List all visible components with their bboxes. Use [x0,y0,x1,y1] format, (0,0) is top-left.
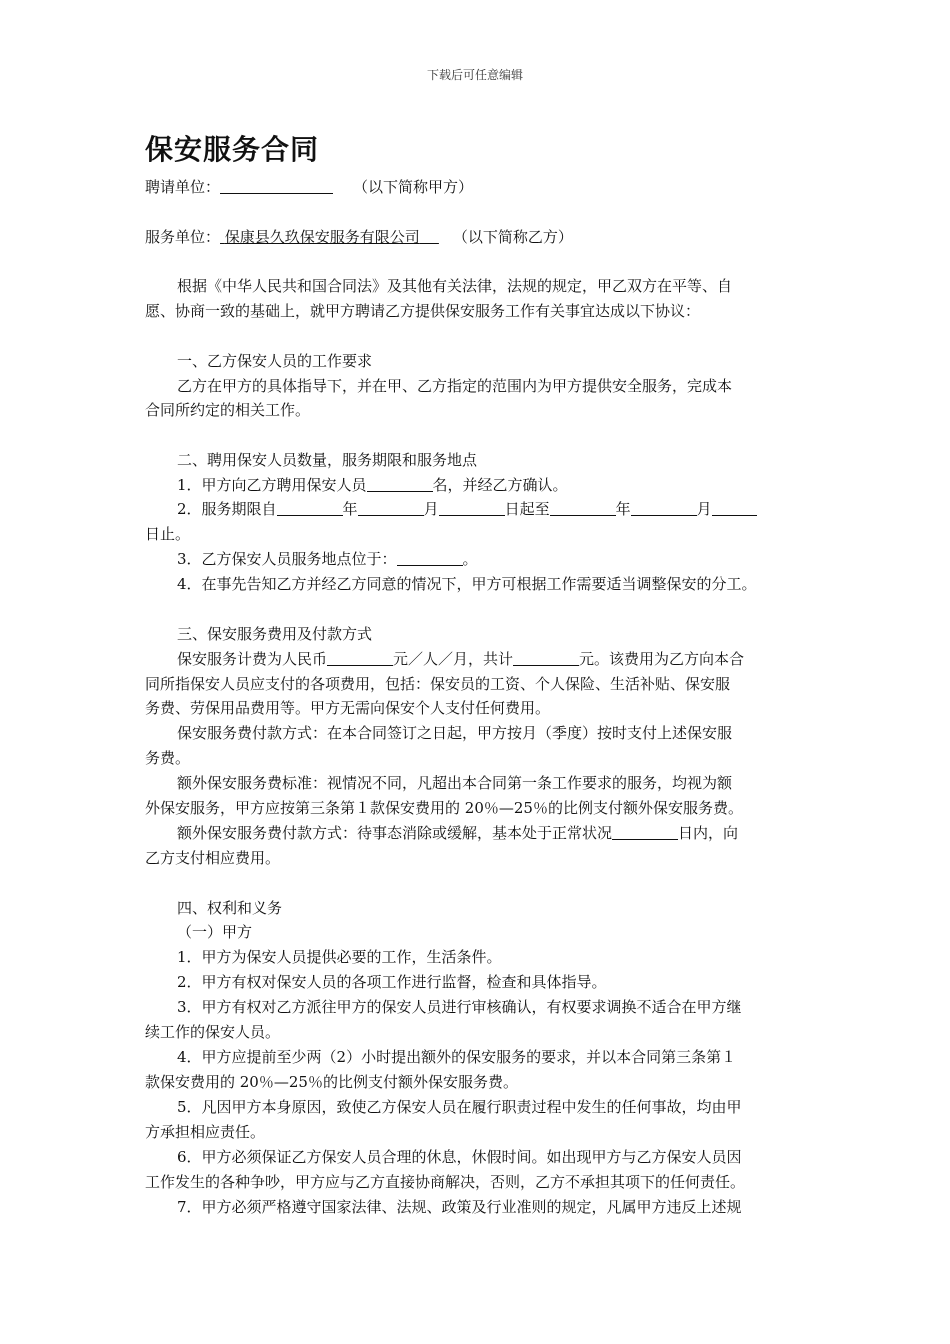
staff-count-blank[interactable] [367,475,433,492]
section-3-p4-line-1: 额外保安服务费付款方式：待事态消除或缓解，基本处于正常状况 日内，向 [177,824,739,842]
start-month-blank[interactable] [358,499,424,516]
employer-label: 聘请单位： [145,178,221,196]
service-note: （以下简称乙方） [452,228,573,246]
intro-line-1: 根据《中华人民共和国合同法》及其他有关法律，法规的规定，甲乙双方在平等、自 [177,277,733,295]
section-4-item-6-line-1: 6．甲方必须保证乙方保安人员合理的休息，休假时间。如出现甲方与乙方保安人员因 [177,1148,742,1166]
days-blank[interactable] [612,823,678,840]
section-3-p3-line-1: 额外保安服务费标准：视情况不同，凡超出本合同第一条工作要求的服务，均视为额 [177,774,733,792]
employer-blank[interactable] [220,177,333,194]
section-2-item-1: 1．甲方向乙方聘用保安人员 名，并经乙方确认。 [177,476,568,494]
section-4-item-5-line-1: 5．凡因甲方本身原因，致使乙方保安人员在履行职责过程中发生的任何事故，均由甲 [177,1098,742,1116]
page-header: 下载后可任意编辑 [426,68,523,82]
section-2-heading: 二、聘用保安人员数量，服务期限和服务地点 [177,451,478,469]
section-2-item-2: 2．服务期限自 年 月 日起至 年 月 [177,497,757,521]
service-company: 保康县久玖保安服务有限公司 [224,228,420,246]
section-4-item-2: 2．甲方有权对保安人员的各项工作进行监督，检查和具体指导。 [177,973,607,991]
section-4-item-3-line-2: 续工作的保安人员。 [145,1023,281,1041]
end-year-blank[interactable] [550,499,616,516]
start-year-blank[interactable] [277,499,343,516]
section-3-p4-line-2: 乙方支付相应费用。 [145,849,281,867]
start-day-blank[interactable] [439,499,505,516]
section-4-item-5-line-2: 方承担相应责任。 [145,1123,266,1141]
monthly-fee-blank[interactable] [327,649,393,666]
section-3-p2-line-1: 保安服务费付款方式：在本合同签订之日起，甲方按月（季度）按时支付上述保安服 [177,724,733,742]
section-2-item-2-cont: 日止。 [145,525,191,543]
section-3-heading: 三、保安服务费用及付款方式 [177,625,373,643]
intro-line-2: 愿、协商一致的基础上，就甲方聘请乙方提供保安服务工作有关事宜达成以下协议： [145,302,701,320]
section-2-item-4: 4．在事先告知乙方并经乙方同意的情况下，甲方可根据工作需要适当调整保安的分工。 [177,575,757,593]
section-4-item-4-line-2: 款保安费用的 20％—25％的比例支付额外保安服务费。 [145,1073,518,1091]
service-line [145,225,573,249]
total-fee-blank[interactable] [513,649,579,666]
location-blank[interactable] [397,549,463,566]
section-4-item-6-line-2: 工作发生的各种争吵，甲方应与乙方直接协商解决，否则，乙方不承担其项下的任何责任。 [145,1173,746,1191]
section-4-item-4-line-1: 4．甲方应提前至少两（2）小时提出额外的保安服务的要求，并以本合同第三条第１ [177,1048,737,1066]
section-4-subheading: （一）甲方 [177,923,253,941]
end-day-blank[interactable] [712,499,757,516]
section-1-line-2: 合同所约定的相关工作。 [145,401,311,419]
section-1-heading: 一、乙方保安人员的工作要求 [177,352,373,370]
contract-title: 保安服务合同 [145,133,320,166]
end-month-blank[interactable] [631,499,697,516]
section-3-p1-line-1: 保安服务计费为人民币 元／人／月，共计 元。该费用为乙方向本合 [177,650,745,668]
employer-line [145,175,473,199]
section-1-line-1: 乙方在甲方的具体指导下，并在甲、乙方指定的范围内为甲方提供安全服务，完成本 [177,377,733,395]
section-4-heading: 四、权利和义务 [177,899,283,917]
section-3-p1-line-3: 务费、劳保用品费用等。甲方无需向保安个人支付任何费用。 [145,699,551,717]
section-4-item-3-line-1: 3．甲方有权对乙方派往甲方的保安人员进行审核确认，有权要求调换不适合在甲方继 [177,998,742,1016]
employer-note: （以下简称甲方） [353,178,474,196]
section-3-p3-line-2: 外保安服务，甲方应按第三条第１款保安费用的 20％—25％的比例支付额外保安服务费。 [145,799,743,817]
section-3-p1-line-2: 同所指保安人员应支付的各项费用，包括：保安员的工资、个人保险、生活补贴、保安服 [145,675,731,693]
service-label: 服务单位： [145,228,221,246]
section-2-item-3: 3．乙方保安人员服务地点位于： 。 [177,550,478,568]
section-4-item-7-line-1: 7．甲方必须严格遵守国家法律、法规、政策及行业准则的规定，凡属甲方违反上述规 [177,1198,742,1216]
section-3-p2-line-2: 务费。 [145,749,191,767]
section-4-item-1: 1．甲方为保安人员提供必要的工作，生活条件。 [177,948,502,966]
